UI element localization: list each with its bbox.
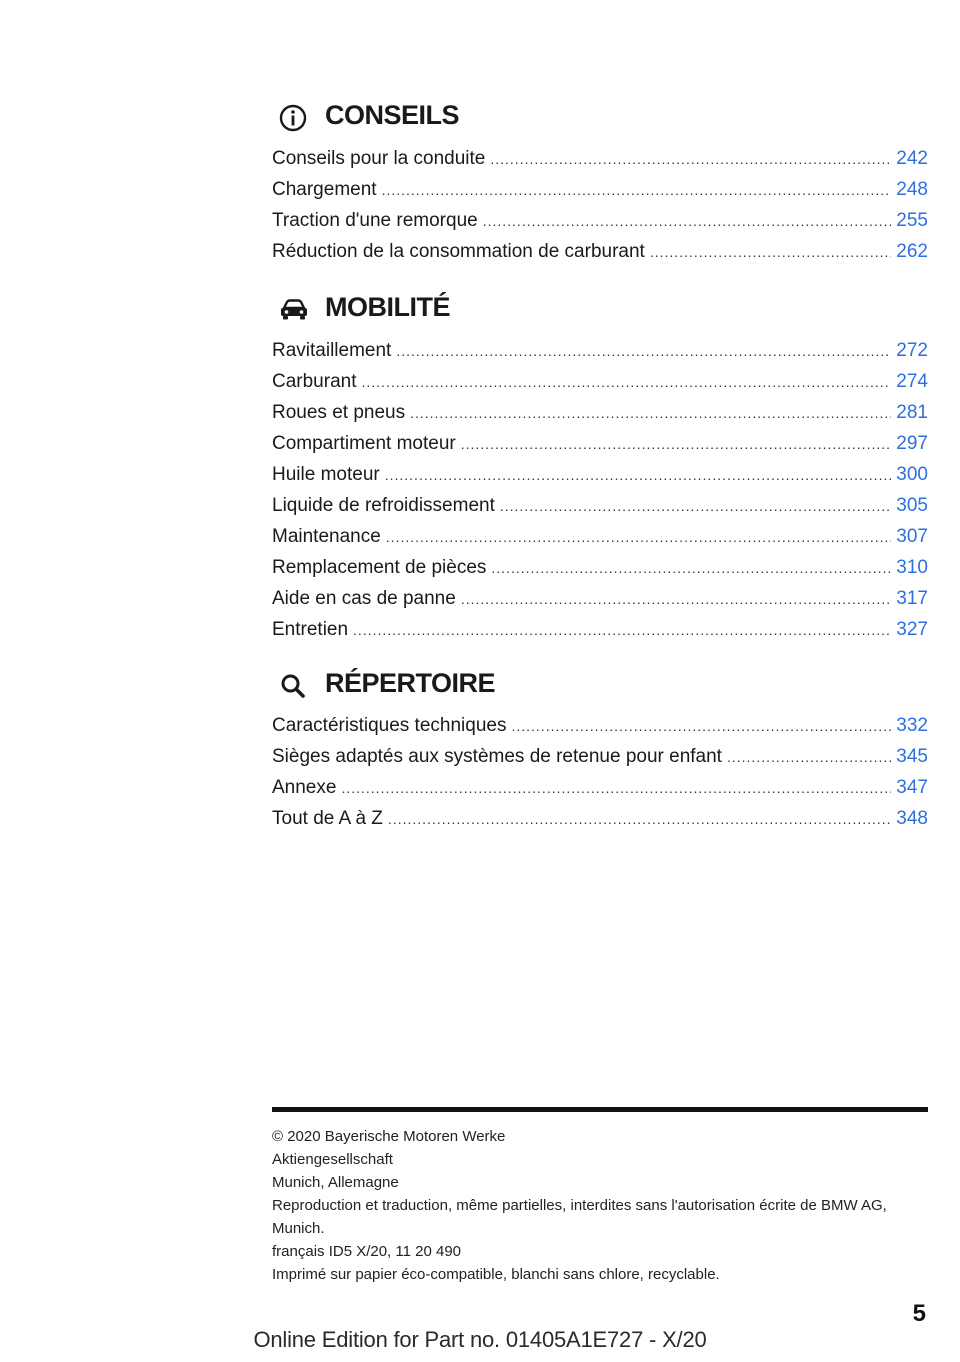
toc-entry-label: Aide en cas de panne xyxy=(272,588,456,609)
toc-entry-label: Chargement xyxy=(272,179,377,200)
toc-entry[interactable] xyxy=(272,583,928,614)
toc-entry[interactable] xyxy=(272,174,928,205)
dot-leader xyxy=(353,615,891,646)
toc-entry[interactable] xyxy=(272,710,928,741)
toc-page-link[interactable]: 248 xyxy=(896,179,928,200)
section-mobilite xyxy=(272,289,928,645)
toc-entry-label: Entretien xyxy=(272,619,349,640)
copyright-line: © 2020 Bayerische Motoren Werke xyxy=(272,1128,506,1145)
toc-entry[interactable] xyxy=(272,205,928,236)
dot-leader xyxy=(461,584,891,615)
toc-page-link[interactable]: 300 xyxy=(896,464,928,485)
toc-entry[interactable] xyxy=(272,803,928,834)
toc-entry-label: Huile moteur xyxy=(272,464,380,485)
toc-page-link[interactable]: 332 xyxy=(896,715,928,736)
toc-entry-label: Tout de A à Z xyxy=(272,808,383,829)
toc-page-link[interactable]: 262 xyxy=(896,241,928,262)
reproduction-notice: Reproduction et traduction, même partielles, interdites sans l'autorisation écrite de BMW AG, Munich. xyxy=(272,1197,887,1237)
toc-page-link[interactable]: 327 xyxy=(896,619,928,640)
toc-page-link[interactable]: 348 xyxy=(896,808,928,829)
toc-entry-label: Traction d'une remorque xyxy=(272,210,478,231)
car-icon xyxy=(278,295,308,325)
section-title: RÉPERTOIRE xyxy=(325,668,496,698)
dot-leader xyxy=(490,144,891,175)
dot-leader xyxy=(410,398,891,429)
toc-entry[interactable] xyxy=(272,552,928,583)
toc-page-link[interactable]: 345 xyxy=(896,746,928,767)
dot-leader xyxy=(500,491,891,522)
dot-leader xyxy=(727,742,891,773)
toc-entry-label: Caractéristiques techniques xyxy=(272,715,507,736)
toc-entry[interactable] xyxy=(272,521,928,552)
toc-page-link[interactable]: 242 xyxy=(896,148,928,169)
toc-entry-label: Compartiment moteur xyxy=(272,433,456,454)
page-number: 5 xyxy=(912,1300,926,1327)
toc-entry-label: Réduction de la consommation de carburant xyxy=(272,241,645,262)
toc-entry-label: Maintenance xyxy=(272,526,381,547)
toc-page-link[interactable]: 347 xyxy=(896,777,928,798)
toc-page-link[interactable]: 297 xyxy=(896,433,928,454)
toc-entry-label: Remplacement de pièces xyxy=(272,557,487,578)
toc-entry[interactable] xyxy=(272,614,928,645)
dot-leader xyxy=(650,237,891,268)
toc-page-link[interactable]: 272 xyxy=(896,340,928,361)
toc-entry-label: Sièges adaptés aux systèmes de retenue pour enfant xyxy=(272,746,722,767)
toc-entry[interactable] xyxy=(272,490,928,521)
section-title: CONSEILS xyxy=(325,100,460,130)
toc-page-link[interactable]: 310 xyxy=(896,557,928,578)
dot-leader xyxy=(491,553,891,584)
toc-entry-label: Conseils pour la conduite xyxy=(272,148,486,169)
footer-divider xyxy=(272,1107,928,1112)
search-icon xyxy=(278,671,308,701)
toc-page-link[interactable]: 255 xyxy=(896,210,928,231)
toc-entry[interactable] xyxy=(272,772,928,803)
dot-leader xyxy=(483,206,892,237)
toc-entry-label: Roues et pneus xyxy=(272,402,406,423)
toc-entry[interactable] xyxy=(272,397,928,428)
dot-leader xyxy=(511,711,891,742)
dot-leader xyxy=(362,367,892,398)
dot-leader xyxy=(385,460,892,491)
toc-entry[interactable] xyxy=(272,459,928,490)
legal-notice xyxy=(272,1125,928,1286)
toc-page-link[interactable]: 307 xyxy=(896,526,928,547)
section-title: MOBILITÉ xyxy=(325,292,450,322)
dot-leader xyxy=(341,773,891,804)
company-line: Aktiengesellschaft xyxy=(272,1151,393,1168)
section-repertoire xyxy=(272,665,928,834)
toc-entry[interactable] xyxy=(272,366,928,397)
toc-page xyxy=(272,0,928,1362)
online-edition-watermark: Online Edition for Part no. 01405A1E727 - X/20 xyxy=(253,1327,707,1352)
toc-page-link[interactable]: 281 xyxy=(896,402,928,423)
toc-entry-label: Annexe xyxy=(272,777,337,798)
toc-entry-label: Liquide de refroidissement xyxy=(272,495,495,516)
toc-entry[interactable] xyxy=(272,428,928,459)
section-header xyxy=(272,97,928,141)
toc-entry[interactable] xyxy=(272,741,928,772)
toc-page-link[interactable]: 274 xyxy=(896,371,928,392)
toc-entry-label: Ravitaillement xyxy=(272,340,392,361)
dot-leader xyxy=(396,336,891,367)
section-header xyxy=(272,289,928,333)
edition-line: français ID5 X/20, 11 20 490 xyxy=(272,1243,462,1260)
toc-entry[interactable] xyxy=(272,236,928,267)
toc-entry[interactable] xyxy=(272,335,928,366)
info-icon xyxy=(278,103,308,133)
toc-page-link[interactable]: 305 xyxy=(896,495,928,516)
paper-notice: Imprimé sur papier éco-compatible, blanchi sans chlore, recyclable. xyxy=(272,1266,720,1283)
section-header xyxy=(272,665,928,709)
toc-entry-label: Carburant xyxy=(272,371,357,392)
dot-leader xyxy=(386,522,892,553)
toc-page-link[interactable]: 317 xyxy=(896,588,928,609)
location-line: Munich, Allemagne xyxy=(272,1174,399,1191)
dot-leader xyxy=(461,429,892,460)
toc-entry[interactable] xyxy=(272,143,928,174)
section-conseils xyxy=(272,97,928,267)
dot-leader xyxy=(388,804,891,835)
dot-leader xyxy=(382,175,892,206)
